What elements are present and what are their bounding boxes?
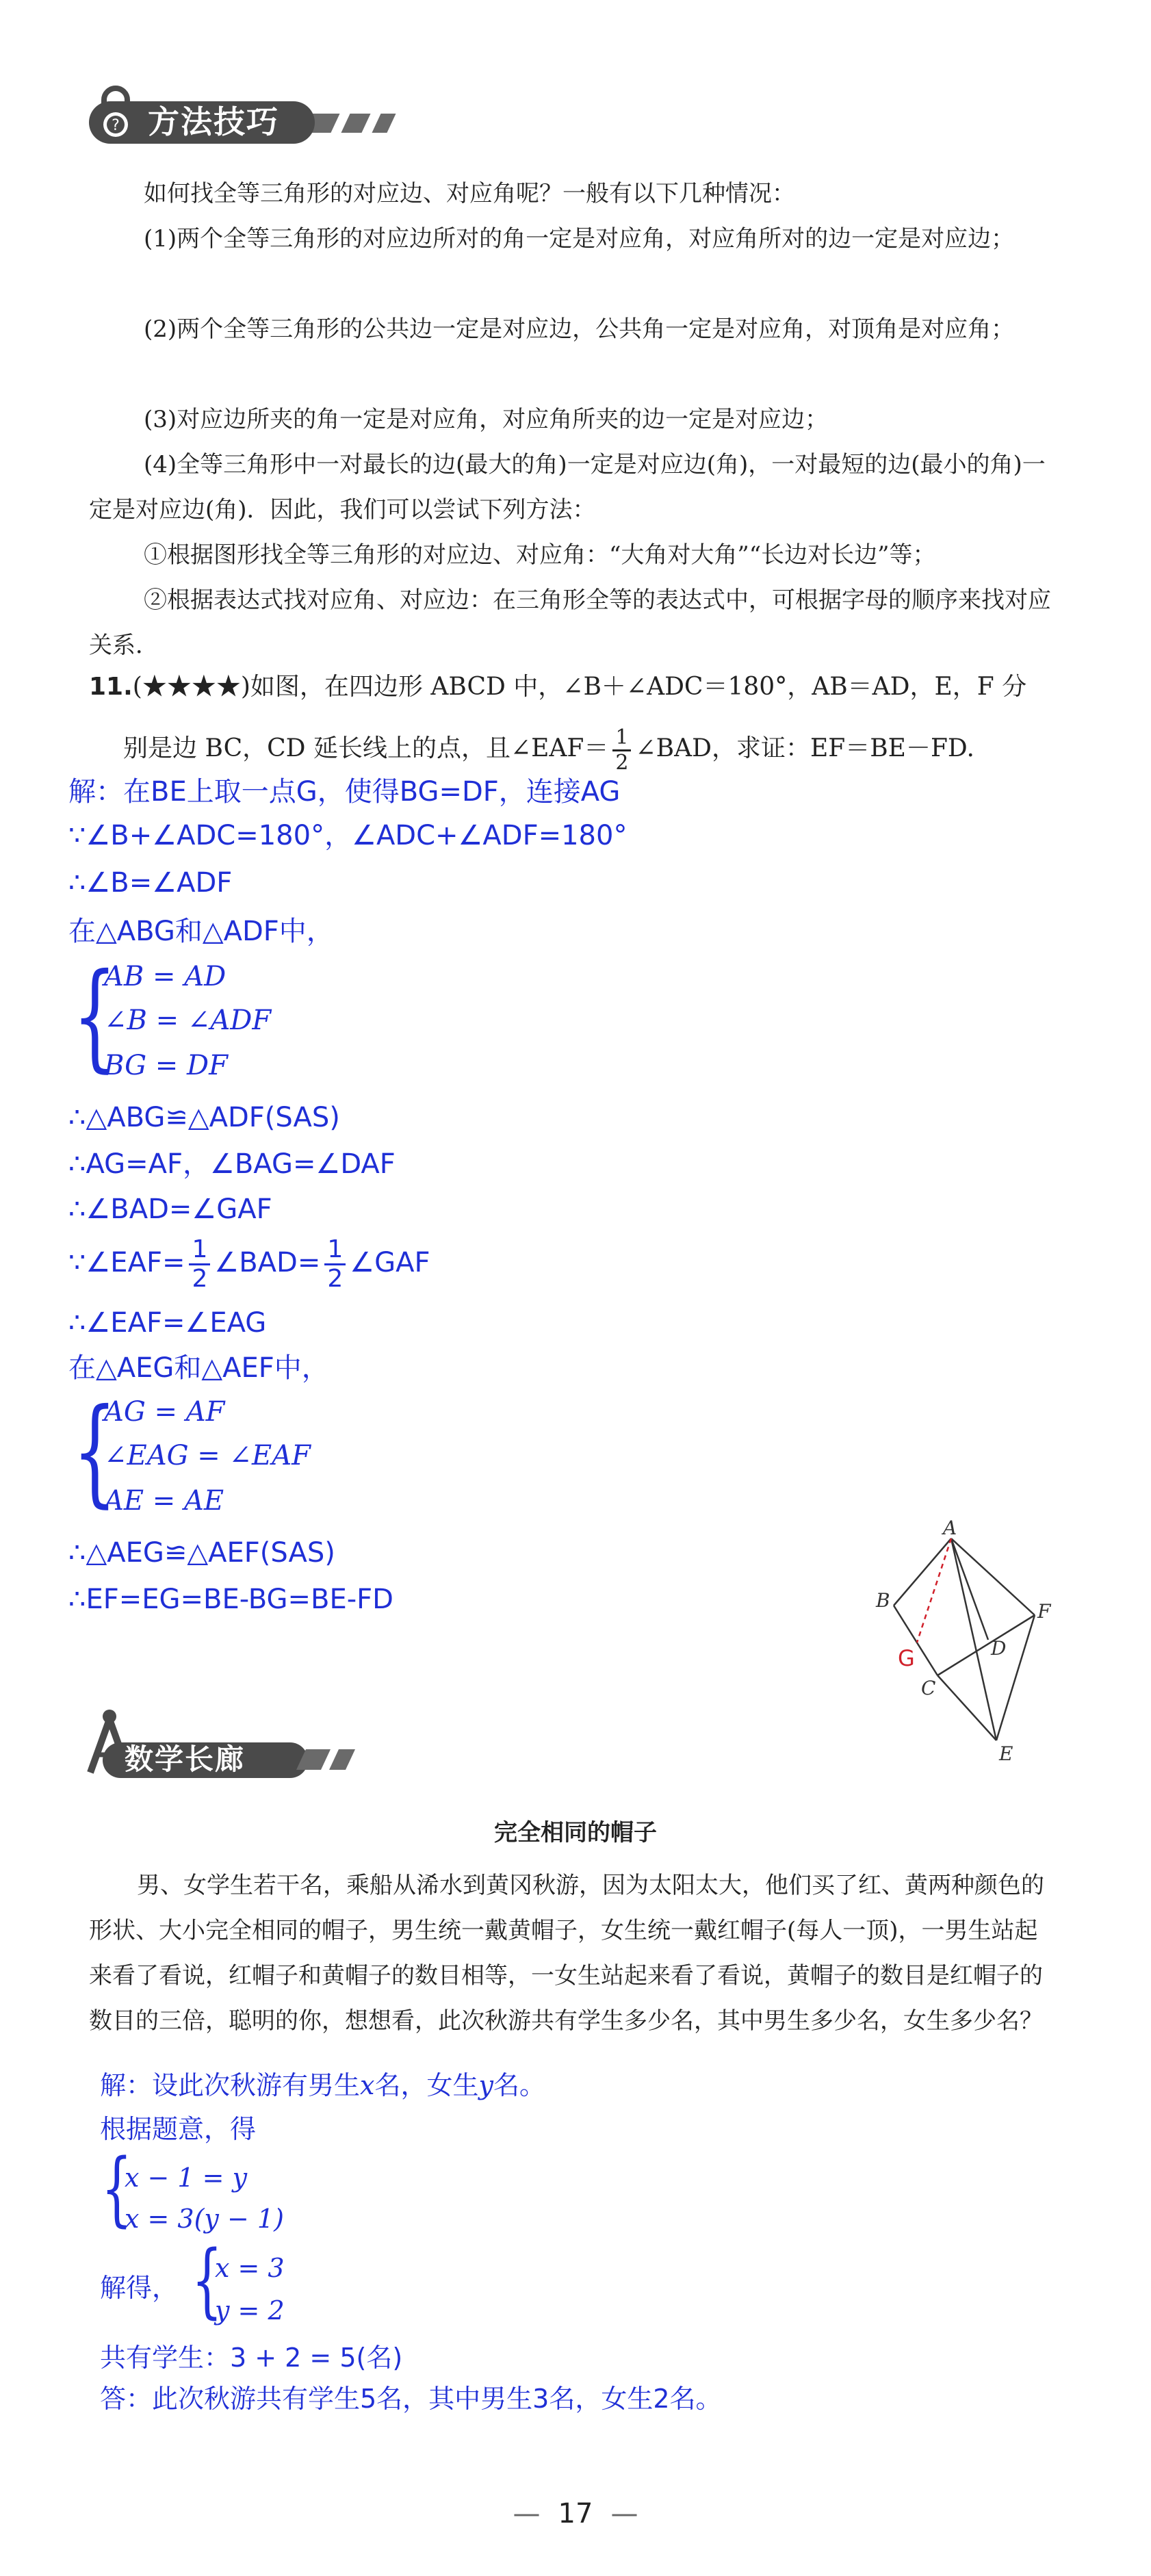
segment-ae: [951, 1538, 996, 1740]
problem-text: ∠BAD，求证：EF＝BE－FD.: [635, 734, 974, 762]
fraction-numerator: 1: [612, 726, 631, 751]
label-f: F: [1037, 1600, 1051, 1623]
problem-number: 11.: [89, 673, 133, 701]
solution-line: ∴△ABG≌△ADF(SAS): [68, 1102, 340, 1133]
system-equation: y = 2: [215, 2295, 285, 2326]
solution-line: ∴AG=AF，∠BAG=∠DAF: [68, 1148, 396, 1180]
brace: {: [192, 2232, 223, 2327]
fraction-denominator: 2: [327, 1264, 344, 1293]
solution-line: ∴∠EAF=∠EAG: [68, 1307, 267, 1339]
brace: {: [101, 2141, 133, 2235]
dashed-segment-ag: [917, 1538, 951, 1643]
method-point-1: (1)两个全等三角形的对应边所对的角一定是对应角，对应角所对的边一定是对应边；: [144, 225, 1015, 253]
solution-line: 根据题意，得: [100, 2114, 257, 2144]
fraction: [612, 726, 631, 775]
brace: {: [73, 1384, 117, 1519]
banner-stripe: [329, 1749, 355, 1770]
system-equation: x − 1 = y: [125, 2163, 248, 2193]
fraction: [189, 1236, 210, 1293]
banner-stripe: [341, 114, 370, 133]
difficulty-stars: (★★★★): [132, 673, 250, 701]
method-intro: 如何找全等三角形的对应边、对应角呢？一般有以下几种情况：: [144, 180, 795, 207]
system-equation: x = 3: [215, 2253, 285, 2283]
solution-line: ∴∠BAD=∠GAF: [68, 1194, 272, 1225]
system-equation: x = 3(y − 1): [125, 2204, 284, 2234]
solution-text: ∵∠EAF=: [68, 1247, 185, 1278]
solution-text: ∠GAF: [350, 1247, 430, 1278]
method-banner: [82, 81, 397, 146]
solution-line: 在△AEG和△AEF中，: [68, 1352, 329, 1384]
brace: {: [73, 949, 117, 1084]
svg-text:?: ?: [112, 117, 120, 134]
problem-11-line-1: [89, 657, 1061, 717]
method-point-4: (4)全等三角形中一对最长的边(最大的角)一定是对应边(角)，一对最短的边(最小的角)一定是对应边(角)．因此，我们可以尝试下列方法：: [89, 451, 1046, 524]
fraction: [324, 1236, 346, 1293]
solution-line: [100, 2068, 545, 2102]
page-number: [0, 2498, 1151, 2529]
solution-line: 解：在BE上取一点G，使得BG=DF，连接AG: [68, 776, 621, 808]
method-point-2: (2)两个全等三角形的公共边一定是对应边，公共角一定是对应角，对顶角是对应角；: [144, 315, 1015, 343]
page-dash: —: [610, 2498, 638, 2529]
label-g: G: [898, 1645, 915, 1671]
gallery-banner: [75, 1704, 363, 1779]
fraction-denominator: 2: [615, 750, 629, 775]
solution-line: ∵∠B+∠ADC=180°，∠ADC+∠ADF=180°: [68, 820, 628, 851]
segment-ab: [894, 1538, 951, 1606]
fraction-denominator: 2: [192, 1264, 208, 1293]
system-equation: AG = AF: [104, 1396, 225, 1428]
segment-af: [951, 1538, 1035, 1615]
solution-line: [68, 1232, 430, 1293]
solution-text: 名。: [493, 2070, 545, 2100]
label-a: A: [943, 1519, 957, 1539]
solution-line: 答：此次秋游共有学生5名，其中男生3名，女生2名。: [100, 2384, 722, 2414]
variable-x: x: [360, 2070, 375, 2100]
gallery-title: 数学长廊: [125, 1742, 246, 1776]
quadrilateral-figure: [862, 1519, 1068, 1779]
problem-text: 如图，在四边形 ABCD 中，∠B＋∠ADC＝180°，AB＝AD，E，F 分: [250, 673, 1027, 701]
solution-line: ∴EF=EG=BE-BG=BE-FD: [68, 1584, 393, 1615]
banner-stripe: [372, 114, 396, 133]
segment-ce: [937, 1675, 996, 1740]
banner-title: 方法技巧: [148, 103, 279, 140]
system-equation: AB = AD: [104, 961, 227, 992]
solution-line: 解得，: [100, 2273, 179, 2303]
system-equation: BG = DF: [104, 1050, 228, 1081]
solution-text: 名，女生: [374, 2070, 479, 2100]
lock-icon: [90, 85, 141, 144]
story-title: 完全相同的帽子: [494, 1819, 657, 1846]
label-b: B: [876, 1589, 890, 1612]
story-text: 男、女学生若干名，乘船从浠水到黄冈秋游，因为太阳太大，他们买了红、黄两种颜色的形状、大小完全相同的帽子，男生统一戴黄帽子，女生统一戴红帽子(每人一顶)，一男生站起来看了看说，红帽子和黄帽子的数目相等，一女生站起来看了看说，黄帽子的数目是红帽子的数目的三倍，聪明的你，想想看，此次秋游共有学生多少名，其中男生多少名，女生多少名？: [89, 1872, 1044, 2035]
variable-y: y: [478, 2070, 493, 2100]
fraction-numerator: 1: [324, 1236, 346, 1265]
label-d: D: [991, 1637, 1007, 1660]
label-c: C: [921, 1677, 936, 1699]
solution-line: 在△ABG和△ADF中，: [68, 916, 334, 947]
solution-line: ∴△AEG≌△AEF(SAS): [68, 1537, 335, 1569]
method-point-3: (3)对应边所夹的角一定是对应角，对应角所夹的边一定是对应边；: [144, 406, 829, 433]
page-dash: —: [513, 2498, 541, 2529]
problem-text: 别是边 BC，CD 延长线上的点，且∠EAF＝: [123, 734, 609, 762]
problem-11-line-2: [89, 719, 1061, 779]
solution-line: 共有学生：3 + 2 = 5(名): [100, 2343, 403, 2373]
segment-fe: [996, 1615, 1035, 1740]
method-point-5: ①根据图形找全等三角形的对应边、对应角：“大角对大角”“长边对长边”等；: [144, 541, 936, 569]
page-number-value: 17: [558, 2498, 593, 2529]
solution-text: ∠BAD=: [214, 1247, 321, 1278]
system-equation: ∠B = ∠ADF: [104, 1005, 272, 1036]
label-e: E: [999, 1742, 1013, 1765]
system-equation: ∠EAG = ∠EAF: [104, 1440, 311, 1471]
system-equation: AE = AE: [104, 1485, 224, 1517]
fraction-numerator: 1: [189, 1236, 210, 1265]
method-point-6: ②根据表达式找对应角、对应边：在三角形全等的表达式中，可根据字母的顺序来找对应关系．: [89, 587, 1051, 659]
segment-cf: [937, 1615, 1035, 1675]
solution-line: ∴∠B=∠ADF: [68, 867, 233, 899]
solution-text: 解：设此次秋游有男生: [100, 2070, 361, 2100]
